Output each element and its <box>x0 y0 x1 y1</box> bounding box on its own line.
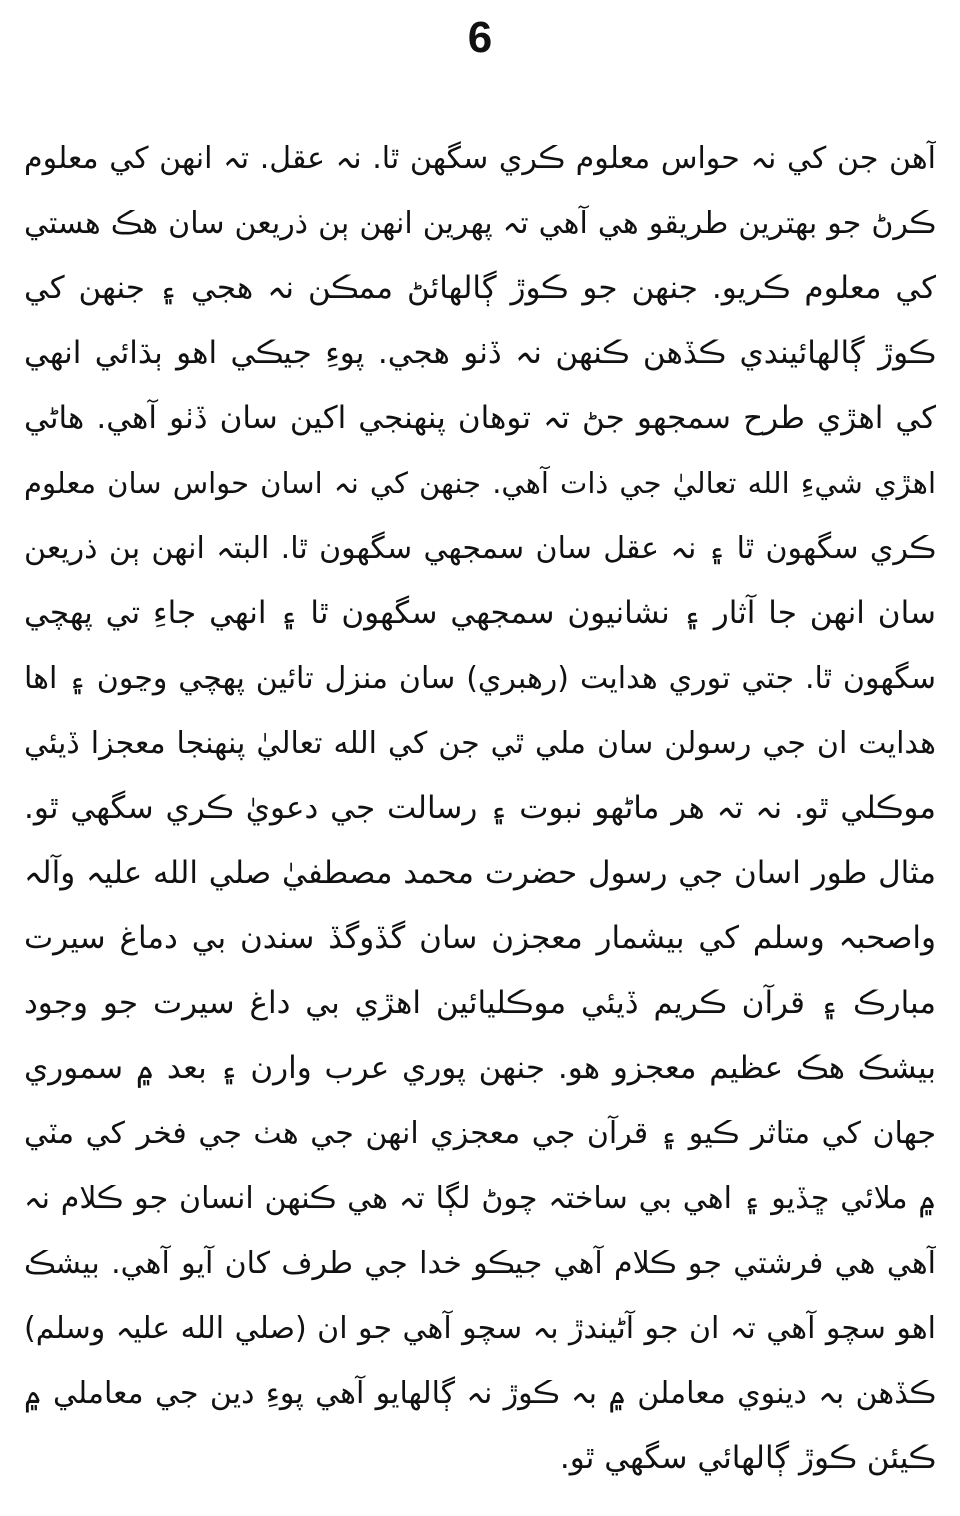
text-line: اهو سچو آهي تہ ان جو آڻيندڙ بہ سچو آهي جو ان (صلي الله عليہ وسلم) <box>24 1311 936 1346</box>
text-line: سگهون ٿا. جتي توري هدايت (رهبري) سان منزل تائين پهچي وڃون ۽ اها <box>24 661 936 696</box>
text-line: ۾ ملائي ڇڏيو ۽ اهي بي ساختہ چوڻ لڳا تہ هي ڪنهن انسان جو ڪلام نہ <box>24 1181 936 1216</box>
text-line: آهن جن کي نہ حواس معلوم ڪري سگهن ٿا. نہ عقل. تہ انهن کي معلوم <box>24 141 936 176</box>
text-line: سان انهن جا آثار ۽ نشانيون سمجهي سگهون ٿا ۽ انهي جاءِ تي پهچي <box>24 595 936 631</box>
text-line: آهي هي فرشتي جو ڪلام آهي جيڪو خدا جي طرف کان آيو آهي. بيشڪ <box>24 1246 936 1281</box>
text-line: کي معلوم ڪريو. جنهن جو ڪوڙ ڳالهائڻ ممڪن نہ هجي ۽ جنهن کي <box>24 270 936 306</box>
text-line: ڪري سگهون ٿا ۽ نہ عقل سان سمجهي سگهون ٿا. البتہ انهن ٻن ذريعن <box>24 531 936 566</box>
text-line: جهان کي متاثر ڪيو ۽ قرآن جي معجزي انهن جي هٺ جي فخر کي مٽي <box>24 1116 936 1151</box>
text-line: ڪرڻ جو بهترين طريقو هي آهي تہ پهرين انهن ٻن ذريعن سان هڪ هستي <box>24 206 936 241</box>
text-line: مثال طور اسان جي رسول حضرت محمد مصطفيٰ صلي الله عليہ وآلہ <box>24 855 936 891</box>
text-line: واصحبہ وسلم کي بيشمار معجزن سان گڏوگڏ سندن بي دماغ سيرت <box>24 920 936 956</box>
text-line: کي اهڙي طرح سمجهو جڻ تہ توهان پنهنجي اکين سان ڏٺو آهي. هاڻي <box>24 400 936 436</box>
body-text <box>24 126 936 1491</box>
text-line: ڪيئن ڪوڙ ڳالهائي سگهي ٿو. <box>559 1440 936 1476</box>
text-line: ڪڏهن بہ دينوي معاملن ۾ بہ ڪوڙ نہ ڳالهايو آهي پوءِ دين جي معاملي ۾ <box>24 1376 936 1411</box>
text-line: موڪلي ٿو. نہ تہ هر ماڻهو نبوت ۽ رسالت جي دعويٰ ڪري سگهي ٿو. <box>24 790 936 826</box>
text-line: هدايت ان جي رسولن سان ملي ٿي جن کي الله تعاليٰ پنهنجا معجزا ڏيئي <box>24 726 936 761</box>
text-line: اهڙي شيءِ الله تعاليٰ جي ذات آهي. جنهن کي نہ اسان حواس سان معلوم <box>24 466 936 500</box>
text-line: ڪوڙ ڳالهائيندي ڪڏهن ڪنهن نہ ڏٺو هجي. پوءِ جيڪي اهو ٻڌائي انهي <box>24 335 936 371</box>
text-line: بيشڪ هڪ عظيم معجزو هو. جنهن پوري عرب وارن ۽ بعد ۾ سموري <box>24 1050 936 1086</box>
text-line: مبارڪ ۽ قرآن ڪريم ڏيئي موڪليائين اهڙي بي داغ سيرت جو وجود <box>24 985 936 1021</box>
page-number: 6 <box>467 13 493 62</box>
